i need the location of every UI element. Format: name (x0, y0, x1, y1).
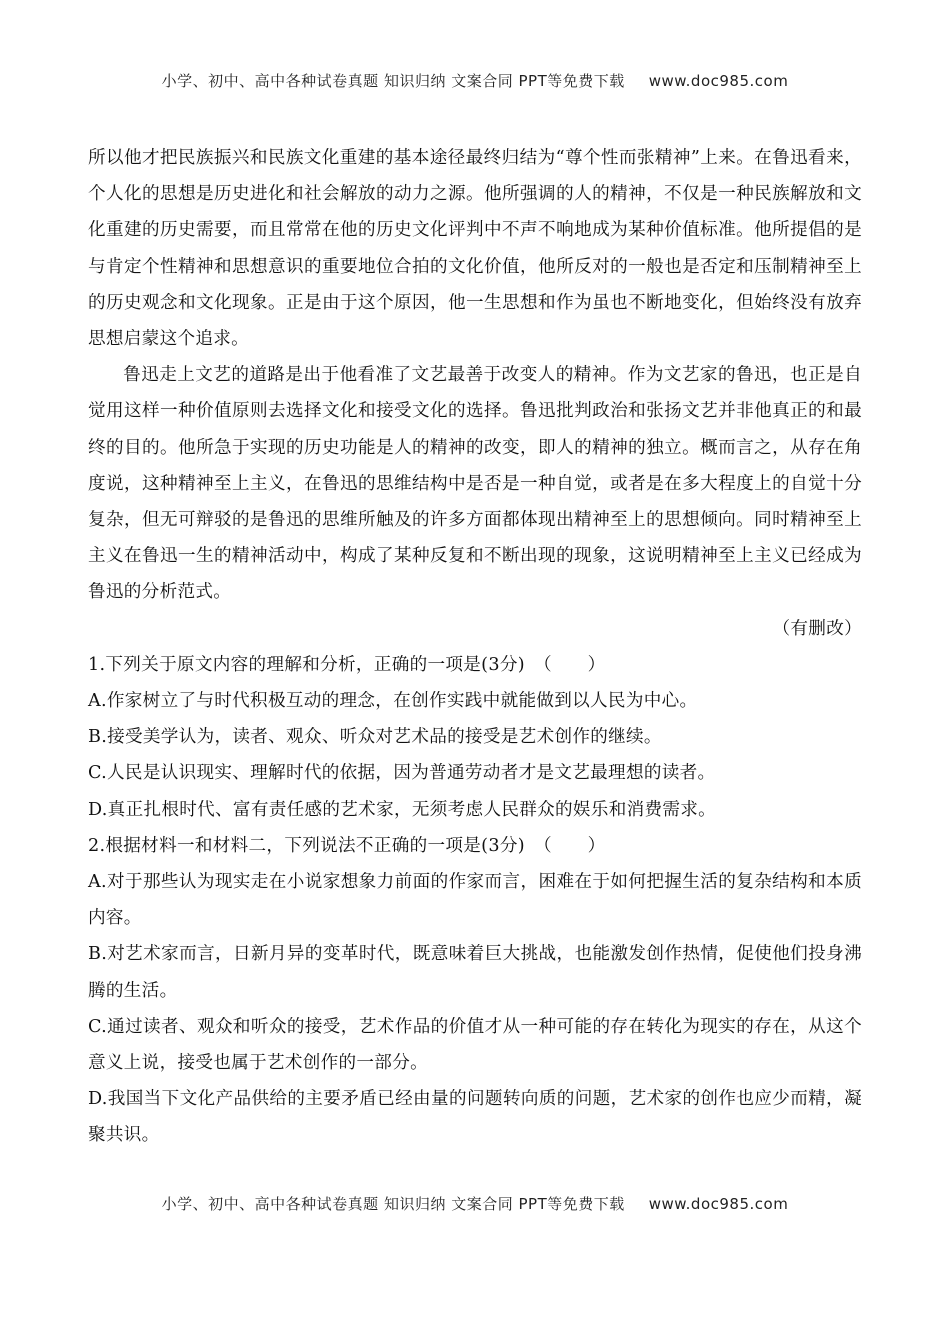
page-header (0, 70, 950, 91)
source-note: （有删改） (772, 618, 862, 639)
option-a: A.对于那些认为现实走在小说家想象力前面的作家而言，困难在于如何把握生活的复杂结构和本质内容。 (88, 872, 862, 929)
question-stem: 2.根据材料一和材料二，下列说法不正确的一项是(3分) （ ） (88, 835, 606, 856)
option-a: A.作家树立了与时代积极互动的理念，在创作实践中就能做到以人民为中心。 (88, 691, 698, 712)
passage-paragraph-2: 鲁迅走上文艺的道路是出于他看准了文艺最善于改变人的精神。作为文艺家的鲁迅，也正是自觉用这样一种价值原则去选择文化和接受文化的选择。鲁迅批判政治和张扬文艺并非他真正的和最终的目的。他所急于实现的历史功能是人的精神的改变，即人的精神的独立。概而言之，从存在角度说，这种精神至上主义，在鲁迅的思维结构中是否是一种自觉，或者是在多大程度上的自觉十分复杂，但无可辩驳的是鲁迅的思维所触及的许多方面都体现出精神至上的思想倾向。同时精神至上主义在鲁迅一生的精神活动中，构成了某种反复和不断出现的现象，这说明精神至上主义已经成为鲁迅的分析范式。 (88, 365, 862, 603)
option-d: D.真正扎根时代、富有责任感的艺术家，无须考虑人民群众的娱乐和消费需求。 (88, 799, 717, 820)
option-b: B.接受美学认为，读者、观众、听众对艺术品的接受是艺术创作的继续。 (88, 727, 662, 748)
footer-text: 小学、初中、高中各种试卷真题 知识归纳 文案合同 PPT等免费下载 (161, 1195, 625, 1213)
option-d: D.我国当下文化产品供给的主要矛盾已经由量的问题转向质的问题，艺术家的创作也应少而精，凝聚共识。 (88, 1089, 862, 1146)
option-b: B.对艺术家而言，日新月异的变革时代，既意味着巨大挑战，也能激发创作热情，促使他们投身沸腾的生活。 (88, 944, 862, 1001)
header-site-link[interactable]: www.doc985.com (648, 72, 789, 90)
passage-paragraph-1: 所以他才把民族振兴和民族文化重建的基本途径最终归结为“尊个性而张精神”上来。在鲁迅看来，个人化的思想是历史进化和社会解放的动力之源。他所强调的人的精神，不仅是一种民族解放和文化重建的历史需要，而且常常在他的历史文化评判中不声不响地成为某种价值标准。他所提倡的是与肯定个性精神和思想意识的重要地位合拍的文化价值，他所反对的一般也是否定和压制精神至上的历史观念和文化现象。正是由于这个原因，他一生思想和作为虽也不断地变化，但始终没有放弃思想启蒙这个追求。 (88, 148, 862, 350)
question-stem: 1.下列关于原文内容的理解和分析，正确的一项是(3分) （ ） (88, 654, 606, 675)
option-c: C.人民是认识现实、理解时代的依据，因为普通劳动者才是文艺最理想的读者。 (88, 763, 716, 784)
question-1 (88, 647, 862, 828)
page-footer (0, 1193, 950, 1214)
question-2 (88, 828, 862, 1154)
header-text: 小学、初中、高中各种试卷真题 知识归纳 文案合同 PPT等免费下载 (161, 72, 625, 90)
footer-site-link[interactable]: www.doc985.com (648, 1195, 789, 1213)
document-body (88, 140, 862, 1154)
option-c: C.通过读者、观众和听众的接受，艺术作品的价值才从一种可能的存在转化为现实的存在，从这个意义上说，接受也属于艺术创作的一部分。 (88, 1016, 862, 1074)
